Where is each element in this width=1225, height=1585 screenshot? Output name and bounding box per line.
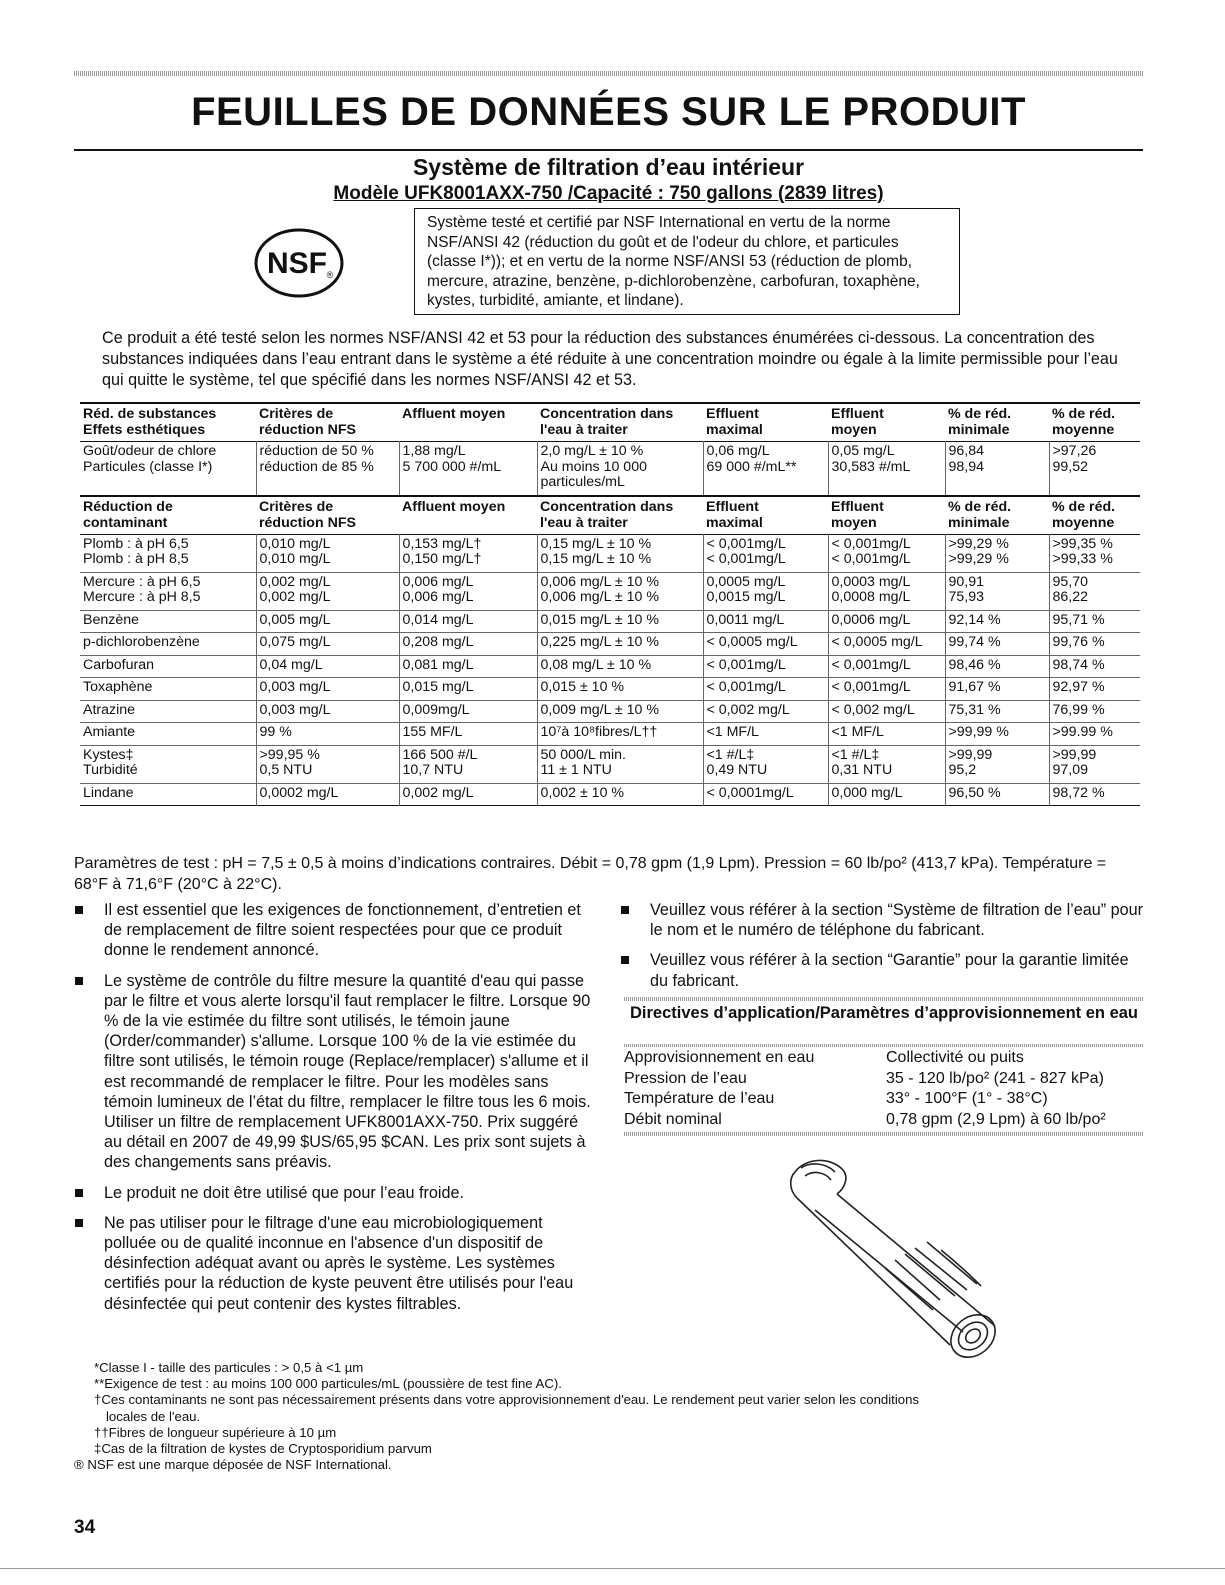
table-cell: 0,04 mg/L: [256, 655, 399, 678]
table-cell: 0,009mg/L: [399, 700, 537, 723]
table-cell: 0,010 mg/L 0,010 mg/L: [256, 534, 399, 572]
table-cell: >99,99 %: [945, 723, 1049, 746]
table-row: [80, 655, 1140, 678]
list-item: [620, 950, 1145, 990]
table-cell: 0,003 mg/L: [256, 700, 399, 723]
table-cell: 0,0002 mg/L: [256, 783, 399, 806]
table-cell: Benzène: [83, 611, 140, 628]
table-cell: Mercure : à pH 6,5 Mercure : à pH 8,5: [83, 573, 201, 605]
table-cell: 50 000/L min. 11 ± 1 NTU: [537, 745, 703, 783]
bullet-square-icon: [75, 1219, 83, 1227]
table-cell: Critères de réduction NFS: [259, 498, 356, 531]
list-item-text: Le système de contrôle du filtre mesure la quantité d'eau qui passe par le filtre et vous alerte lorsqu'il faut remplacer le filtre. Lorsque 90 % de la vie estimée du filtre sont utilisés, le témoin jaune (Order/commander) s'allume. Lorsque 100 % de la vie estimée du filtre sont utilisés, le témoin rouge (Replace/remplacer) s'allume et il est recommandé de remplacer le filtre. Pour les modèles sans témoin lumineux de l’état du filtre, remplacer le filtre tous les 6 mois. Utiliser un filtre de remplacement UFK8001AXX-750. Prix suggéré au détail en 2007 de 49,99 $US/65,95 $CAN. Les prix sont sujets à des changements sans préavis.: [104, 971, 591, 1172]
table-cell: 2,0 mg/L ± 10 % Au moins 10 000 particules/mL: [537, 442, 703, 496]
table-cell: 98,74 %: [1049, 655, 1140, 678]
table-cell: 1,88 mg/L 5 700 000 #/mL: [399, 442, 537, 496]
table-cell: >99,35 % >99,33 %: [1049, 534, 1140, 572]
directive-row: [624, 1069, 1144, 1090]
table-cell: Kystes‡ Turbidité: [83, 746, 138, 778]
table-cell: <1 #/L‡ 0,49 NTU: [703, 745, 828, 783]
directive-row: [624, 1048, 1144, 1069]
table-cell: 92,97 %: [1049, 678, 1140, 701]
table-cell: <1 MF/L: [703, 723, 828, 746]
footnote-line: †Ces contaminants ne sont pas nécessairement présents dans votre approvisionnement d'eau. Le rendement peut varier selon les conditions: [94, 1392, 920, 1408]
table-cell: 10⁷à 10⁸fibres/L††: [537, 723, 703, 746]
list-item: [74, 900, 594, 961]
table-row: [80, 745, 1140, 783]
table-cell: < 0,001mg/L: [703, 678, 828, 701]
footnote-line: *Classe I - taille des particules : > 0,5 à <1 µm: [94, 1360, 364, 1375]
bullet-square-icon: [75, 977, 83, 985]
table-cell: < 0,0001mg/L: [703, 783, 828, 806]
intro-paragraph: Ce produit a été testé selon les normes NSF/ANSI 42 et 53 pour la réduction des substances énumérées ci-dessous. La concentration des substances indiquées dans l’eau entrant dans le système a été réduite à une concentration moindre ou égale à la limite permissible pour l’eau qui quitte le système, tel que spécifié dans les normes NSF/ANSI 42 et 53.: [102, 329, 1118, 389]
bullet-list-left: [74, 900, 594, 1324]
certification-box: Système testé et certifié par NSF International en vertu de la norme NSF/ANSI 42 (réduction du goût et de l'odeur du chlore, et particules (classe I*)); et en vertu de la norme NSF/ANSI 53 (réduction de plomb, mercure, atrazine, benzène, p-dichlorobenzène, carbofuran, toxaphène, kystes, turbidité, amiante, et lindane).: [414, 208, 960, 315]
table-cell: < 0,001mg/L: [828, 678, 945, 701]
table-cell: 0,002 mg/L 0,002 mg/L: [256, 572, 399, 610]
table-cell: 0,15 mg/L ± 10 % 0,15 mg/L ± 10 %: [537, 534, 703, 572]
svg-text:®: ®: [326, 270, 334, 280]
table-cell: 0,009 mg/L ± 10 %: [537, 700, 703, 723]
footnote-line: locales de l'eau.: [106, 1408, 201, 1424]
bullet-square-icon: [621, 906, 629, 914]
table-cell: 75,31 %: [945, 700, 1049, 723]
table-cell: Concentration dans l'eau à traiter: [540, 406, 674, 438]
table-cell: 92,14 %: [945, 610, 1049, 633]
table-row: [80, 700, 1140, 723]
table-cell: Réduction de contaminant: [83, 498, 173, 531]
table-cell: 155 MF/L: [399, 723, 537, 746]
table-cell: 0,0006 mg/L: [828, 610, 945, 633]
directive-row: [624, 1110, 1144, 1131]
nsf-logo-icon: [253, 228, 345, 298]
table-cell: 99 %: [256, 723, 399, 746]
table-header-row: [80, 403, 1140, 442]
table-cell: 0,225 mg/L ± 10 %: [537, 633, 703, 656]
table-cell: 96,50 %: [945, 783, 1049, 806]
list-item-text: Veuillez vous référer à la section “Système de filtration de l’eau” pour le nom et le numéro de téléphone du fabricant.: [650, 901, 1144, 940]
list-item-text: Veuillez vous référer à la section “Garantie” pour la garantie limitée du fabricant.: [650, 951, 1129, 990]
model-capacity-line: [74, 183, 1143, 205]
system-title: Système de filtration d’eau intérieur: [412, 154, 805, 180]
table-cell: < 0,001mg/L: [828, 655, 945, 678]
table-cell: Plomb : à pH 6,5 Plomb : à pH 8,5: [83, 535, 189, 567]
bullet-square-icon: [75, 906, 83, 914]
directive-label: Température de l’eau: [624, 1090, 775, 1108]
directives-bottom-rule: [624, 1132, 1144, 1136]
table-cell: 96,84 98,94: [945, 442, 1049, 496]
directive-label: Pression de l’eau: [624, 1069, 747, 1087]
table-cell: réduction de 50 % réduction de 85 %: [256, 442, 399, 496]
title-rule: [74, 149, 1143, 151]
table-cell: Affluent moyen: [402, 498, 506, 515]
table-cell: < 0,001mg/L < 0,001mg/L: [828, 534, 945, 572]
table-row: [80, 678, 1140, 701]
table-cell: % de réd. moyenne: [1052, 498, 1116, 531]
table-cell: 0,015 mg/L: [399, 678, 537, 701]
table-cell: < 0,002 mg/L: [828, 700, 945, 723]
table-cell: 0,005 mg/L: [256, 610, 399, 633]
table-cell: % de réd. minimale: [948, 406, 1012, 438]
directive-row: [624, 1089, 1144, 1110]
table-cell: Effluent maximal: [706, 498, 763, 531]
directives-table: [624, 1048, 1144, 1130]
table-cell: Effluent maximal: [706, 406, 763, 438]
table-cell: % de réd. moyenne: [1052, 406, 1116, 438]
directives-top-rule: [624, 997, 1144, 1001]
table-cell: 0,014 mg/L: [399, 610, 537, 633]
table-row: [80, 572, 1140, 610]
table-cell: 95,71 %: [1049, 610, 1140, 633]
directive-value: 33° - 100°F (1° - 38°C): [886, 1090, 1048, 1108]
footnote-line: ‡Cas de la filtration de kystes de Cryptosporidium parvum: [94, 1441, 432, 1457]
table-cell: Lindane: [83, 784, 134, 801]
table-cell: >99,99 95,2: [945, 745, 1049, 783]
table-cell: p-dichlorobenzène: [83, 634, 200, 650]
performance-data-table: [80, 402, 1140, 806]
table-cell: 98,72 %: [1049, 783, 1140, 806]
table-cell: >99,95 % 0,5 NTU: [256, 745, 399, 783]
directive-value: 35 - 120 lb/po² (241 - 827 kPa): [886, 1069, 1104, 1087]
table-row: [80, 534, 1140, 572]
table-cell: 95,70 86,22: [1049, 572, 1140, 610]
bottom-rule: [0, 1568, 1225, 1569]
table-cell: 99,74 %: [945, 633, 1049, 656]
footnote-line: **Exigence de test : au moins 100 000 particules/mL (poussière de test fine AC).: [94, 1376, 562, 1392]
table-cell: 0,0005 mg/L 0,0015 mg/L: [703, 572, 828, 610]
table-cell: Atrazine: [83, 701, 136, 718]
footnote-line: ® NSF est une marque déposée de NSF International.: [74, 1457, 392, 1473]
table-cell: Effluent moyen: [831, 406, 884, 438]
table-cell: >99,99 97,09: [1049, 745, 1140, 783]
table-cell: 0,153 mg/L† 0,150 mg/L†: [399, 534, 537, 572]
table-row: [80, 783, 1140, 806]
table-cell: 0,06 mg/L 69 000 #/mL**: [703, 442, 828, 496]
table-cell: 0,002 ± 10 %: [537, 783, 703, 806]
table-cell: < 0,001mg/L < 0,001mg/L: [703, 534, 828, 572]
table-header-row: [80, 496, 1140, 535]
directive-value: Collectivité ou puits: [886, 1049, 1024, 1066]
table-cell: Amiante: [83, 724, 136, 740]
list-item: [74, 1213, 594, 1314]
table-cell: Réd. de substances Effets esthétiques: [83, 406, 217, 438]
table-cell: < 0,001mg/L: [703, 655, 828, 678]
table-cell: Toxaphène: [83, 679, 153, 695]
table-cell: >99,29 % >99,29 %: [945, 534, 1049, 572]
table-cell: 0,015 mg/L ± 10 %: [537, 610, 703, 633]
table-cell: 76,99 %: [1049, 700, 1140, 723]
list-item: [74, 971, 594, 1173]
table-cell: <1 #/L‡ 0,31 NTU: [828, 745, 945, 783]
table-cell: Effluent moyen: [831, 498, 884, 531]
table-cell: Goût/odeur de chlore Particules (classe I*): [83, 443, 217, 475]
test-parameters: Paramètres de test : pH = 7,5 ± 0,5 à moins d’indications contraires. Débit = 0,78 gpm (1,9 Lpm). Pression = 60 lb/po² (413,7 kPa). Température = 68°F à 71,6°F (20°C à 22°C).: [74, 855, 1107, 893]
table-cell: Affluent moyen: [402, 406, 506, 422]
table-cell: 0,015 ± 10 %: [537, 678, 703, 701]
list-item: [74, 1183, 594, 1203]
footnote-line: ††Fibres de longueur supérieure à 10 µm: [94, 1424, 337, 1440]
table-cell: 0,08 mg/L ± 10 %: [537, 655, 703, 678]
model-capacity-text: Modèle UFK8001AXX-750 /Capacité : 750 gallons (2839 litres): [333, 183, 884, 204]
list-item-text: Le produit ne doit être utilisé que pour l’eau froide.: [104, 1183, 464, 1202]
table-cell: Carbofuran: [83, 656, 154, 673]
list-item: [620, 900, 1145, 940]
bullet-square-icon: [621, 956, 629, 964]
directives-title: Directives d’application/Paramètres d’approvisionnement en eau: [630, 1004, 1138, 1022]
nsf-logo-text: NSF: [267, 247, 327, 280]
directive-value: 0,78 gpm (2,9 Lpm) à 60 lb/po²: [886, 1110, 1106, 1128]
table-cell: >99.99 %: [1049, 723, 1140, 746]
table-cell: 0,002 mg/L: [399, 783, 537, 806]
top-dotted-rule: [74, 71, 1143, 76]
directive-label: Débit nominal: [624, 1110, 722, 1128]
table-cell: 99,76 %: [1049, 633, 1140, 656]
bullet-square-icon: [75, 1189, 83, 1197]
table-cell: < 0,0005 mg/L: [828, 633, 945, 656]
table-cell: 0,05 mg/L 30,583 #/mL: [828, 442, 945, 496]
table-cell: <1 MF/L: [828, 723, 945, 746]
page-number: 34: [74, 1517, 96, 1538]
table-cell: 90,91 75,93: [945, 572, 1049, 610]
table-cell: >97,26 99,52: [1049, 442, 1140, 496]
table-cell: 0,075 mg/L: [256, 633, 399, 656]
list-item-text: Il est essentiel que les exigences de fonctionnement, d’entretien et de remplacement de filtre soient respectées pour que ce produit donne le rendement annoncé.: [104, 901, 581, 960]
table-cell: < 0,002 mg/L: [703, 700, 828, 723]
table-row: [80, 633, 1140, 656]
table-cell: Critères de réduction NFS: [259, 406, 356, 438]
table-row: [80, 723, 1140, 746]
table-row: [80, 442, 1140, 496]
table-cell: 0,0003 mg/L 0,0008 mg/L: [828, 572, 945, 610]
directive-label: Approvisionnement en eau: [624, 1049, 815, 1066]
table-cell: % de réd. minimale: [948, 498, 1012, 531]
bullet-list-right: [620, 900, 1145, 1001]
list-item-text: Ne pas utiliser pour le filtrage d'une eau microbiologiquement polluée ou de qualité inconnue en l'absence d'un dispositif de désinfection adéquat avant ou après le système. Les systèmes certifiés pour la réduction de kyste peuvent être utilisés pour l'eau désinfectée qui peut contenir des kystes filtrables.: [104, 1213, 574, 1313]
table-cell: 0,000 mg/L: [828, 783, 945, 806]
water-filter-cartridge-illustration: [745, 1150, 1035, 1370]
table-cell: 166 500 #/L 10,7 NTU: [399, 745, 537, 783]
page-title: FEUILLES DE DONNÉES SUR LE PRODUIT: [191, 90, 1026, 134]
table-cell: 91,67 %: [945, 678, 1049, 701]
table-cell: < 0,0005 mg/L: [703, 633, 828, 656]
table-cell: 0,003 mg/L: [256, 678, 399, 701]
table-cell: 0,081 mg/L: [399, 655, 537, 678]
table-cell: 0,208 mg/L: [399, 633, 537, 656]
table-cell: 0,0011 mg/L: [703, 610, 828, 633]
table-cell: 0,006 mg/L ± 10 % 0,006 mg/L ± 10 %: [537, 572, 703, 610]
table-cell: 98,46 %: [945, 655, 1049, 678]
table-cell: 0,006 mg/L 0,006 mg/L: [399, 572, 537, 610]
table-row: [80, 610, 1140, 633]
table-cell: Concentration dans l'eau à traiter: [540, 498, 674, 531]
footnotes: [74, 1360, 1144, 1473]
directives-mid-rule: [624, 1044, 1144, 1047]
